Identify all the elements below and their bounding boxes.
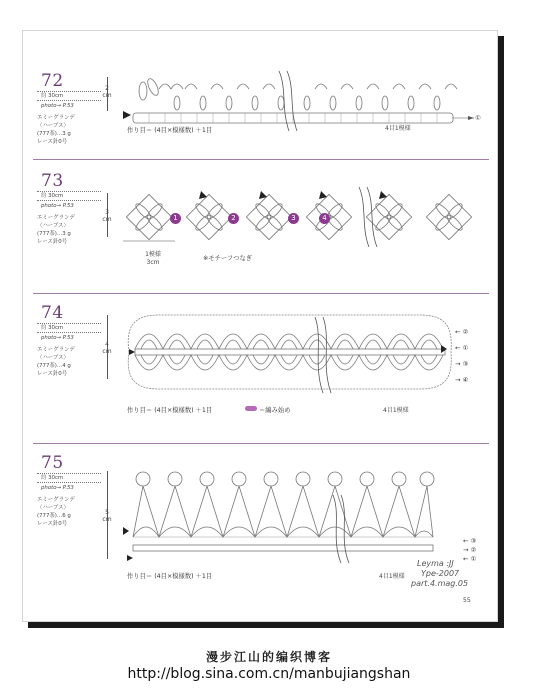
pattern-74-chart: [119, 309, 459, 395]
height-dimension: 2 cm: [102, 85, 112, 99]
yarn-name: エミーグランデ: [37, 497, 75, 503]
yarn-name: エミーグランデ: [37, 115, 75, 121]
foundation-caption: 作り目＝ (4目×模様数) ＋1目: [127, 573, 213, 580]
height-dimension: 4 cm: [102, 341, 112, 355]
yarn-amount: (777茶)…3 g: [37, 231, 71, 237]
yarn-amount: (777茶)…3 g: [37, 131, 71, 137]
motif-number-badge: 2: [228, 213, 239, 224]
hook-size: レース針0号: [37, 239, 68, 245]
yarn-brand: 〈ハーブス〉: [37, 123, 69, 129]
size-label: 約 30cm: [37, 191, 101, 201]
section-divider: [33, 443, 489, 444]
height-dimension: 5 cm: [102, 509, 112, 523]
pattern-info: [37, 323, 101, 378]
pattern-number: 74: [41, 303, 64, 323]
blog-title: 漫步江山的编织博客: [205, 650, 332, 664]
row-mark: → ④: [455, 376, 469, 384]
row-mark: ← ③: [463, 537, 477, 545]
hook-size: レース針0号: [37, 139, 68, 145]
credit-line: part.4.mag.05: [411, 579, 469, 588]
photo-ref: photo→ P.53: [41, 103, 74, 109]
pattern-75-chart: [119, 465, 459, 565]
yarn-amount: (777茶)…6 g: [37, 513, 71, 519]
size-label: 約 30cm: [37, 323, 101, 333]
row-mark: ← ①: [455, 344, 469, 352]
yarn-brand: 〈ハーブス〉: [37, 505, 69, 511]
section-divider: [33, 159, 489, 160]
credit-line: Ype-2007: [421, 569, 460, 578]
legend-label: ＝編み始め: [259, 407, 291, 414]
size-label: 約 30cm: [37, 91, 101, 101]
foundation-caption: 作り目＝ (4目×模様数) ＋1目: [127, 127, 213, 134]
yarn-name: エミーグランデ: [37, 215, 75, 221]
credit-line: Leyma :JJ: [417, 559, 454, 568]
row-mark: → ②: [463, 546, 477, 554]
size-label: 約 30cm: [37, 473, 101, 483]
repeat-label: 4目1模様: [385, 125, 411, 132]
repeat-label: 4目1模様: [383, 407, 409, 414]
yarn-amount: (777茶)…4 g: [37, 363, 71, 369]
photo-ref: photo→ P.53: [41, 335, 74, 341]
row-mark: ①: [475, 114, 481, 122]
pattern-number: 72: [41, 71, 64, 91]
pattern-number: 75: [41, 453, 64, 473]
page-number: 55: [463, 597, 471, 604]
magazine-page: [22, 30, 498, 622]
height-dimension: 3 cm: [102, 209, 112, 223]
row-mark: → ③: [455, 360, 469, 368]
foundation-caption: 作り目＝ (4目×模様数) ＋1目: [127, 407, 213, 414]
hook-size: レース針0号: [37, 371, 68, 377]
start-marker-icon: [245, 406, 257, 411]
pattern-number: 73: [41, 171, 64, 191]
motif-number-badge: 4: [319, 213, 330, 224]
pattern-info: [37, 473, 101, 528]
motif-number-badge: 1: [170, 213, 181, 224]
photo-ref: photo→ P.53: [41, 485, 74, 491]
pattern-info: [37, 91, 101, 146]
photo-ref: photo→ P.53: [41, 203, 74, 209]
row-mark: ← ②: [455, 328, 469, 336]
pattern-info: [37, 191, 101, 246]
section-divider: [33, 293, 489, 294]
yarn-name: エミーグランデ: [37, 347, 75, 353]
motif-note: ※モチーフつなぎ: [203, 255, 253, 262]
repeat-label: 4目1模様: [379, 573, 405, 580]
blog-url[interactable]: http://blog.sina.com.cn/manbujiangshan: [127, 666, 411, 682]
repeat-dimension: 1模様 3cm: [145, 251, 161, 266]
pattern-72-chart: [119, 69, 489, 133]
yarn-brand: 〈ハーブス〉: [37, 355, 69, 361]
yarn-brand: 〈ハーブス〉: [37, 223, 69, 229]
motif-number-badge: 3: [288, 213, 299, 224]
row-mark: ← ①: [463, 555, 477, 563]
hook-size: レース針0号: [37, 521, 68, 527]
